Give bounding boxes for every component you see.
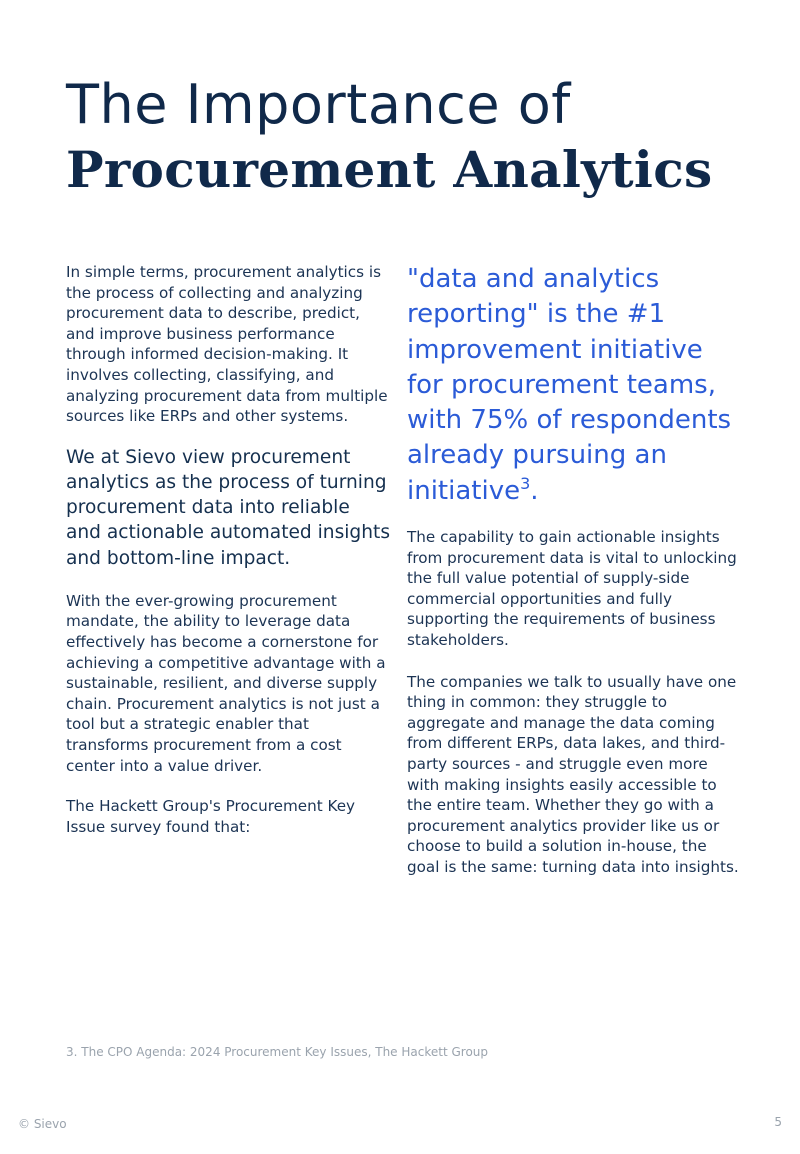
right-paragraph-1: The capability to gain actionable insights from procurement data is vital to unlocking the full value potential of supply-side commercial opportunities and fully supporting the requirements of business stakeholders. — [407, 528, 737, 650]
footnote-ref: 3 — [520, 473, 531, 493]
pull-quote-end: . — [530, 475, 539, 506]
left-column — [66, 262, 390, 837]
copyright: © Sievo — [18, 1117, 67, 1131]
body-paragraph-3: The Hackett Group's Procurement Key Issue survey found that: — [66, 797, 356, 836]
page-title — [66, 74, 766, 204]
right-paragraph-2: The companies we talk to usually have one thing in common: they struggle to aggregate and manage the data coming from different ERPs, data lakes, and third-party sources - and struggle even more with making insights easily accessible to the entire team. Whether they go with a procurement analytics provider like us or choose to build a solution in-house, the goal is the same: turning data into insights. — [407, 672, 739, 876]
pull-quote-text: "data and analytics reporting" is the #1 improvement initiative for procurement teams, with 75% of respondents already pursuing an initiative — [407, 264, 732, 506]
footnote: 3. The CPO Agenda: 2024 Procurement Key Issues, The Hackett Group — [66, 1045, 489, 1059]
body-paragraph-2: With the ever-growing procurement mandate, the ability to leverage data effectively has become a cornerstone for achieving a competitive advantage with a sustainable, resilient, and diverse supply chain. Procurement analytics is not just a tool but a strategic enabler that transforms procurement from a cost center into a value driver. — [66, 591, 386, 775]
page-title-line-2: Procurement Analytics — [66, 140, 713, 199]
intro-paragraph: In simple terms, procurement analytics is the process of collecting and analyzing procurement data to describe, predict, and improve business performance through informed decision-making. It involves collecting, classifying, and analyzing procurement data from multiple sources like ERPs and other systems. — [66, 263, 388, 426]
page-number: 5 — [774, 1115, 782, 1129]
page-title-line-1: The Importance of — [66, 73, 571, 136]
lead-paragraph: We at Sievo view procurement analytics as the process of turning procurement data into reliable and actionable automated insights and bottom-line impact. — [66, 446, 391, 569]
pull-quote — [407, 262, 742, 509]
right-column — [407, 262, 742, 878]
